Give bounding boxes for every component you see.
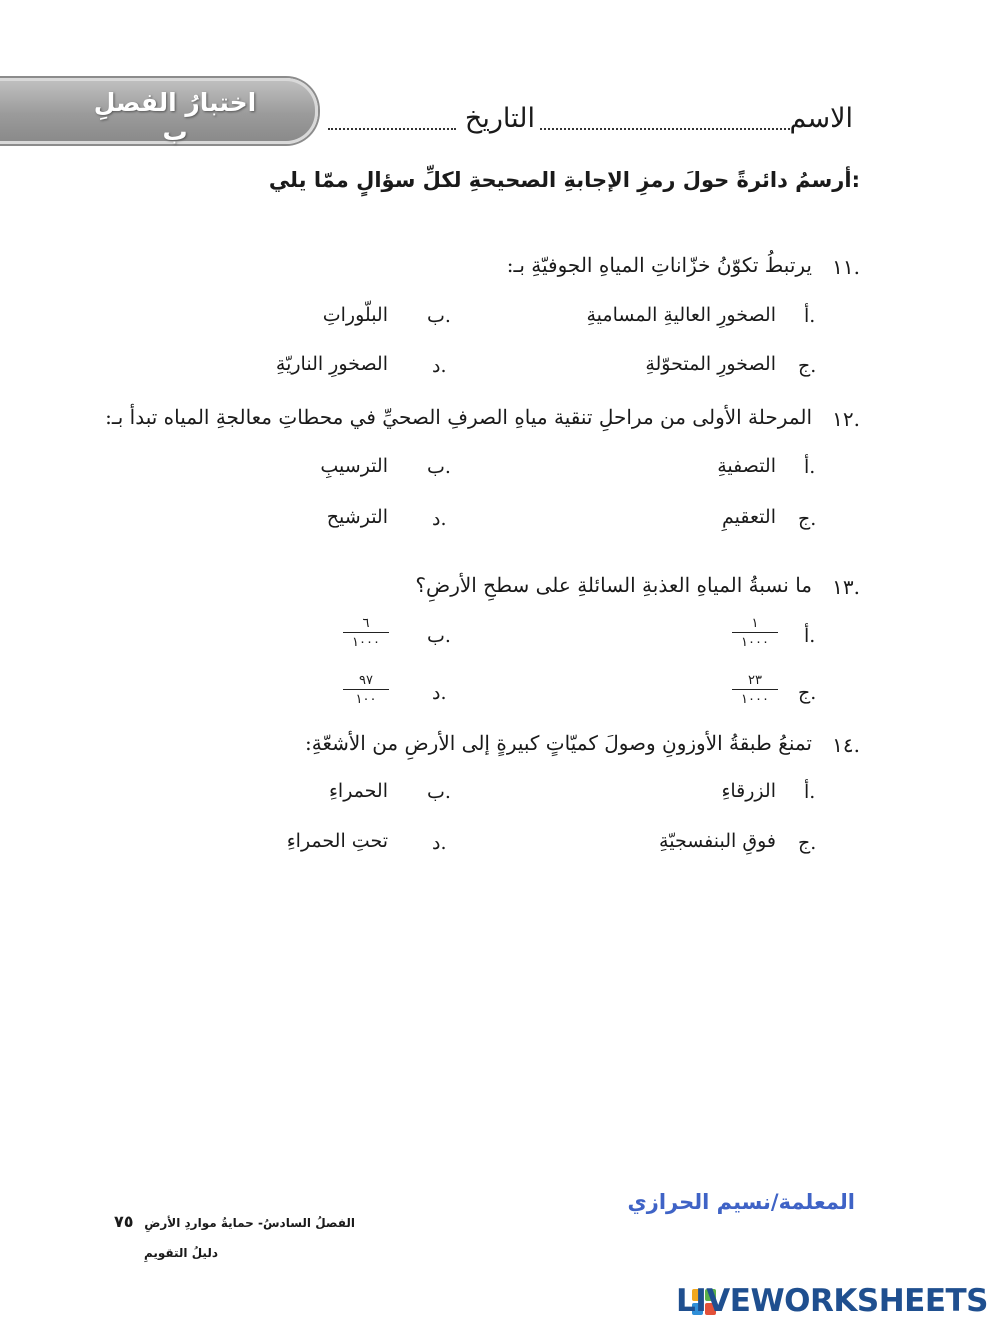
instruction-text: أرسمُ دائرةً حولَ رمزِ الإجابةِ الصحيحةِ لكلِّ سؤالٍ ممّا يلي: (268, 168, 860, 192)
teacher-name: المعلمة/نسيم الحرازي (627, 1190, 855, 1214)
option-b-fraction (343, 616, 389, 650)
option-b-letter[interactable]: ب. (427, 625, 451, 647)
option-c-text: فوقِ البنفسجيّةِ (659, 830, 776, 852)
option-d-letter[interactable]: د. (432, 355, 447, 377)
chapter-tab-title: اختبارُ الفصلِ ب (93, 88, 257, 146)
fraction-denominator: ١٠٠٠ (352, 635, 380, 650)
fraction-denominator: ١٠٠٠ (741, 692, 769, 707)
option-c-letter[interactable]: ج. (798, 682, 817, 704)
question-number: ١٢. (832, 407, 860, 431)
option-d-text: الترشيح (326, 506, 388, 528)
date-field[interactable] (328, 128, 456, 130)
option-d-text: تحتِ الحمراءِ (286, 830, 388, 852)
option-c-letter[interactable]: ج. (798, 355, 817, 377)
fraction-denominator: ١٠٠٠ (741, 635, 769, 650)
fraction-numerator: ٦ (343, 616, 389, 633)
option-a-letter[interactable]: أ. (804, 781, 816, 803)
option-d-letter[interactable]: د. (432, 832, 447, 854)
option-c-fraction (732, 673, 778, 707)
question-text: يرتبطُ تكوّنُ خزّاناتِ المياهِ الجوفيّةِ بـ: (506, 253, 812, 277)
question-number: ١٤. (832, 733, 860, 757)
option-c-letter[interactable]: ج. (798, 832, 817, 854)
option-d-letter[interactable]: د. (432, 682, 447, 704)
option-c-letter[interactable]: ج. (798, 508, 817, 530)
option-d-text: الصخورِ الناريّةِ (275, 353, 388, 375)
option-c-text: الصخورِ المتحوّلةِ (645, 353, 776, 375)
fraction-numerator: ١ (732, 616, 778, 633)
option-a-letter[interactable]: أ. (804, 625, 816, 647)
fraction-numerator: ٢٣ (732, 673, 778, 690)
footer-guide: دليلُ التقويمِ (143, 1246, 218, 1260)
option-c-text: التعقيمِ (722, 506, 776, 528)
name-field[interactable] (540, 128, 790, 130)
option-a-fraction (732, 616, 778, 650)
name-label: الاسم (789, 103, 853, 134)
option-a-text: الزرقاءِ (721, 780, 776, 802)
option-b-text: البلّوراتِ (322, 304, 388, 326)
option-b-text: الحمراءِ (328, 780, 388, 802)
footer-chapter: الفصلُ السادسُ- حمايةُ مواردِ الأرضِ (144, 1216, 355, 1230)
question-text: ما نسبةُ المياهِ العذبةِ السائلةِ على سطحِ الأرضِ؟ (415, 573, 812, 597)
option-a-letter[interactable]: أ. (804, 305, 816, 327)
option-d-letter[interactable]: د. (432, 508, 447, 530)
option-b-letter[interactable]: ب. (427, 305, 451, 327)
brand-name[interactable]: LIVEWORKSHEETS (676, 1283, 988, 1319)
option-b-text: الترسيبِ (320, 455, 388, 477)
option-a-text: الصخورِ العاليةِ المساميةِ (586, 304, 776, 326)
page-number: ٧٥ (114, 1212, 134, 1231)
question-number: ١١. (832, 255, 860, 279)
fraction-denominator: ١٠٠ (355, 692, 377, 707)
option-a-text: التصفيةِ (717, 455, 776, 477)
question-text: تمنعُ طبقةُ الأوزونِ وصولَ كميّاتٍ كبيرةٍ إلى الأرضِ من الأشعّةِ: (305, 731, 812, 755)
option-d-fraction (343, 673, 389, 707)
option-b-letter[interactable]: ب. (427, 781, 451, 803)
option-a-letter[interactable]: أ. (804, 456, 816, 478)
question-number: ١٣. (832, 575, 860, 599)
date-label: التاريخ (464, 103, 535, 134)
fraction-numerator: ٩٧ (343, 673, 389, 690)
question-text: المرحلة الأولى من مراحلِ تنقية مياهِ الصرفِ الصحيِّ في محطاتِ معالجةِ المياه تبدأ بـ: (105, 405, 812, 429)
option-b-letter[interactable]: ب. (427, 456, 451, 478)
